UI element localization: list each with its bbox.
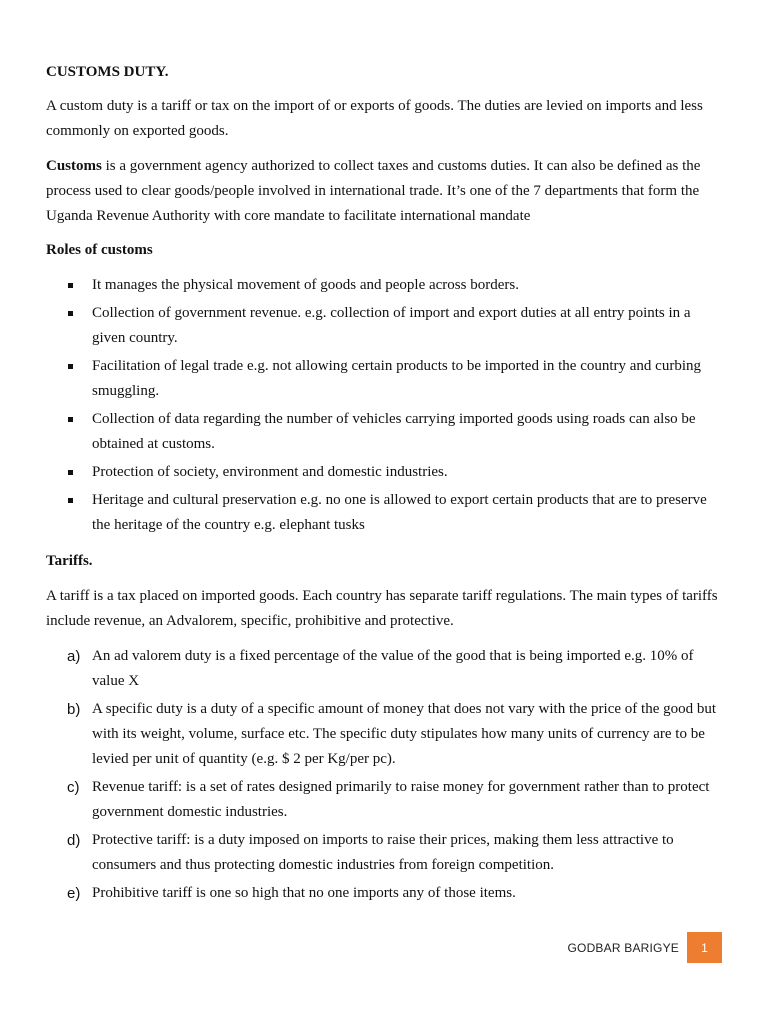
list-item	[46, 775, 722, 825]
list-item-text: A specific duty is a duty of a specific amount of money that does not vary with the price of the good but with its weight, volume, surface etc. The specific duty stipulates how many units of currency are to be levied per unit of quantity (e.g. $ 2 per Kg/per pc).	[92, 701, 717, 767]
document-body	[46, 60, 722, 909]
list-item	[46, 407, 722, 457]
footer-author: GODBAR BARIGYE	[567, 940, 679, 955]
list-item-text: Collection of data regarding the number of vehicles carrying imported goods using roads can also be obtained at customs.	[92, 411, 696, 452]
list-item	[46, 488, 722, 538]
list-marker: d)	[67, 832, 81, 849]
customs-term: Customs	[46, 158, 102, 174]
page-footer	[568, 932, 723, 963]
list-item	[46, 828, 722, 878]
document-title: CUSTOMS DUTY.	[46, 64, 169, 80]
square-bullet-icon	[68, 498, 73, 503]
list-item-text: It manages the physical movement of goods and people across borders.	[92, 277, 519, 293]
list-item	[46, 460, 722, 485]
list-marker: a)	[67, 648, 81, 665]
list-item-text: Protection of society, environment and domestic industries.	[92, 464, 448, 480]
tariff-types-list	[46, 644, 722, 906]
square-bullet-icon	[68, 470, 73, 475]
list-item-text: Protective tariff: is a duty imposed on imports to raise their prices, making them less attractive to consumers and thus protecting domestic industries from foreign competition.	[92, 832, 674, 873]
list-item	[46, 354, 722, 404]
page-number-badge: 1	[687, 932, 722, 963]
square-bullet-icon	[68, 417, 73, 422]
tariffs-heading: Tariffs.	[46, 553, 93, 569]
square-bullet-icon	[68, 311, 73, 316]
square-bullet-icon	[68, 283, 73, 288]
list-item-text: An ad valorem duty is a fixed percentage of the value of the good that is being imported e.g. 10% of value X	[92, 648, 694, 689]
list-item-text: Facilitation of legal trade e.g. not allowing certain products to be imported in the country and curbing smuggling.	[92, 358, 701, 399]
list-item	[46, 273, 722, 298]
list-item-text: Heritage and cultural preservation e.g. no one is allowed to export certain products that are to preserve the heritage of the country e.g. elephant tusks	[92, 492, 707, 533]
roles-heading: Roles of customs	[46, 242, 153, 258]
square-bullet-icon	[68, 364, 73, 369]
list-marker: b)	[67, 701, 81, 718]
roles-list	[46, 273, 722, 538]
list-marker: e)	[67, 885, 81, 902]
list-item	[46, 301, 722, 351]
list-item	[46, 697, 722, 772]
list-item-text: Revenue tariff: is a set of rates designed primarily to raise money for government rather than to protect government domestic industries.	[92, 779, 710, 820]
list-item-text: Collection of government revenue. e.g. collection of import and export duties at all entry points in a given country.	[92, 305, 691, 346]
tariffs-intro-paragraph: A tariff is a tax placed on imported goods. Each country has separate tariff regulations. The main types of tariffs include revenue, an Advalorem, specific, prohibitive and protective.	[46, 588, 718, 629]
customs-definition-paragraph	[46, 154, 722, 229]
customs-definition-text: is a government agency authorized to collect taxes and customs duties. It can also be defined as the process used to clear goods/people involved in international trade. It’s one of the 7 departments that form the Uganda Revenue Authority with core mandate to facilitate international mandate	[46, 158, 701, 224]
intro-paragraph: A custom duty is a tariff or tax on the import of or exports of goods. The duties are levied on imports and less commonly on exported goods.	[46, 98, 703, 139]
list-item-text: Prohibitive tariff is one so high that no one imports any of those items.	[92, 885, 516, 901]
list-marker: c)	[67, 779, 80, 796]
list-item	[46, 644, 722, 694]
list-item	[46, 881, 722, 906]
